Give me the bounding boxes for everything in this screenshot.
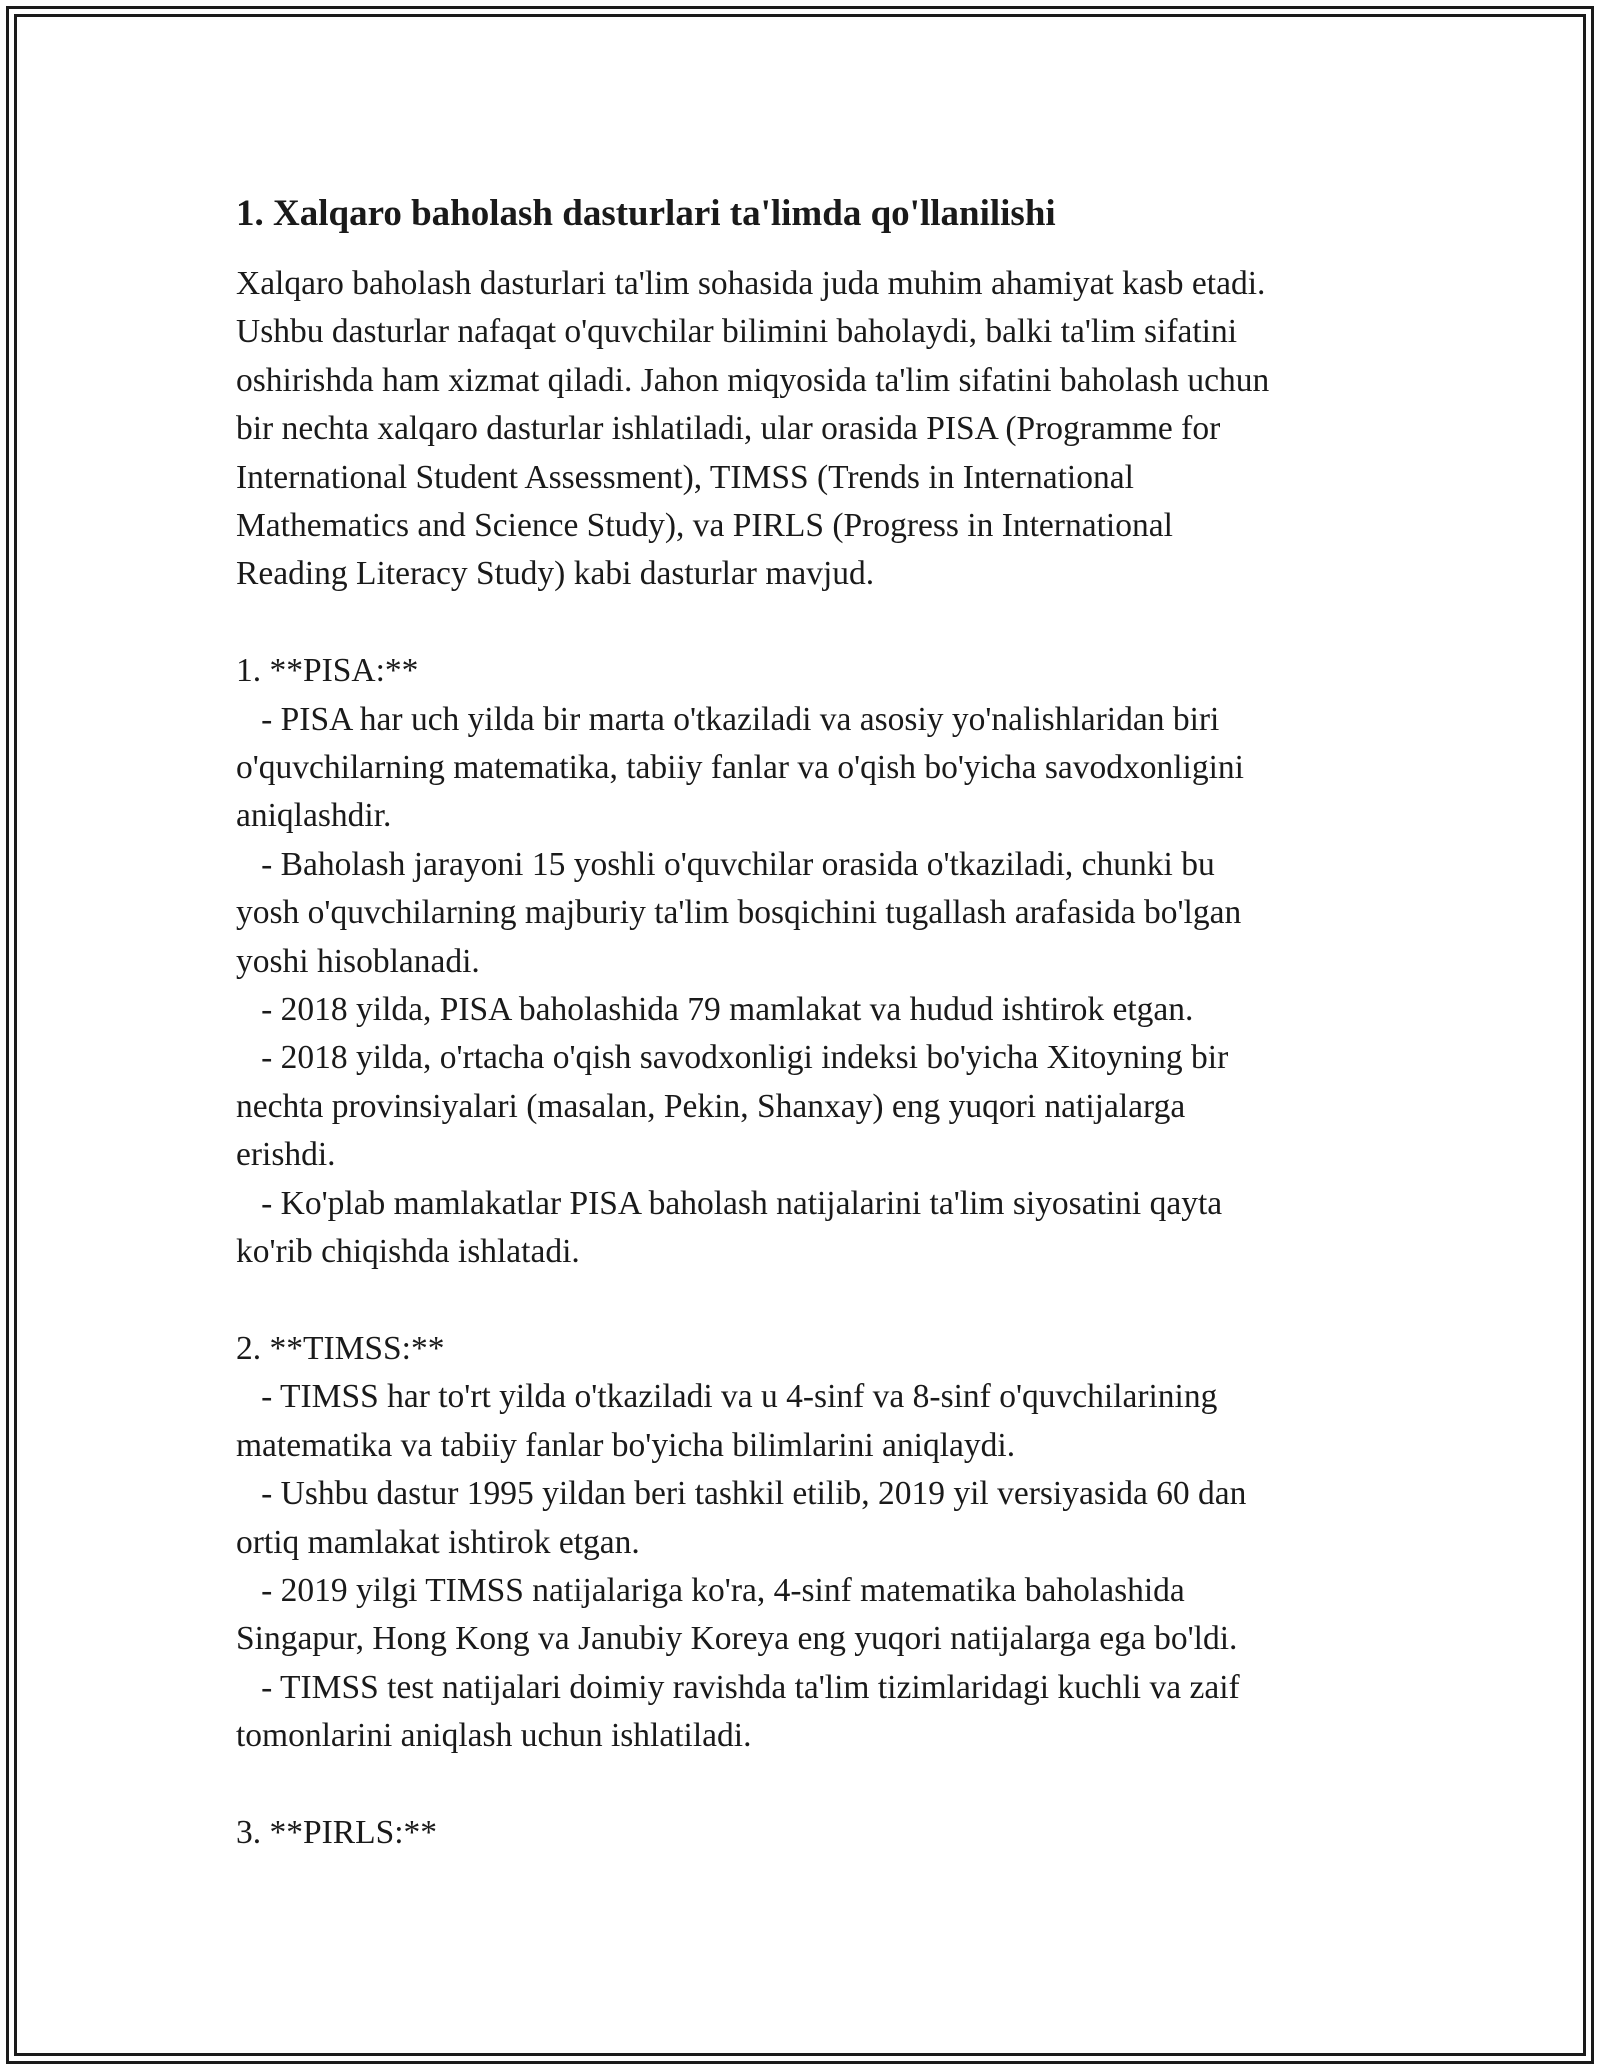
document-content (236, 190, 1386, 1857)
body-line: - Ushbu dastur 1995 yildan beri tashkil etilib, 2019 yil versiyasida 60 dan (236, 1475, 1247, 1513)
body-line: ko'rib chiqishda ishlatadi. (236, 1233, 580, 1271)
body-line: yoshi hisoblanadi. (236, 942, 480, 980)
body-line: Singapur, Hong Kong va Janubiy Koreya eng yuqori natijalarga ega bo'ldi. (236, 1620, 1238, 1658)
body-line: Xalqaro baholash dasturlari ta'lim sohasida juda muhim ahamiyat kasb etadi. (236, 265, 1266, 302)
body-line: 1. **PISA:** (236, 652, 419, 690)
body-line: - Baholash jarayoni 15 yoshli o'quvchilar orasida o'tkaziladi, chunki bu (236, 845, 1215, 883)
body-line: - TIMSS har to'rt yilda o'tkaziladi va u 4-sinf va 8-sinf o'quvchilarining (236, 1378, 1218, 1416)
body-line: - 2018 yilda, o'rtacha o'qish savodxonligi indeksi bo'yicha Xitoyning bir (236, 1039, 1229, 1077)
body-line: erishdi. (236, 1136, 336, 1174)
body-text (236, 260, 1386, 1857)
body-line: aniqlashdir. (236, 797, 392, 835)
body-line: matematika va tabiiy fanlar bo'yicha bilimlarini aniqlaydi. (236, 1426, 1016, 1464)
body-line: Reading Literacy Study) kabi dasturlar mavjud. (236, 555, 875, 593)
body-line (236, 1277, 1386, 1325)
body-line (236, 599, 1386, 647)
body-line: Ushbu dasturlar nafaqat o'quvchilar bilimini baholaydi, balki ta'lim sifatini (236, 313, 1238, 351)
body-line: - TIMSS test natijalari doimiy ravishda ta'lim tizimlaridagi kuchli va zaif (236, 1668, 1240, 1706)
body-line: ortiq mamlakat ishtirok etgan. (236, 1523, 640, 1561)
body-line: - 2019 yilgi TIMSS natijalariga ko'ra, 4-sinf matematika baholashida (236, 1571, 1185, 1609)
body-line: - 2018 yilda, PISA baholashida 79 mamlakat va hudud ishtirok etgan. (236, 991, 1194, 1029)
section-heading: 1. Xalqaro baholash dasturlari ta'limda qo'llanilishi (236, 193, 1056, 234)
body-line: - PISA har uch yilda bir marta o'tkaziladi va asosiy yo'nalishlaridan biri (236, 700, 1220, 738)
body-line: International Student Assessment), TIMSS (Trends in International (236, 458, 1134, 496)
body-line: yosh o'quvchilarning majburiy ta'lim bosqichini tugallash arafasida bo'lgan (236, 894, 1242, 932)
body-line: Mathematics and Science Study), va PIRLS (Progress in International (236, 507, 1173, 545)
body-line: 2. **TIMSS:** (236, 1329, 445, 1367)
body-line (236, 1761, 1386, 1809)
body-line: - Ko'plab mamlakatlar PISA baholash natijalarini ta'lim siyosatini qayta (236, 1184, 1223, 1222)
body-line: bir nechta xalqaro dasturlar ishlatiladi, ular orasida PISA (Programme for (236, 410, 1221, 448)
body-line: o'quvchilarning matematika, tabiiy fanlar va o'qish bo'yicha savodxonligini (236, 749, 1244, 787)
body-line: 3. **PIRLS:** (236, 1813, 438, 1851)
body-line: oshirishda ham xizmat qiladi. Jahon miqyosida ta'lim sifatini baholash uchun (236, 361, 1270, 399)
body-line: nechta provinsiyalari (masalan, Pekin, Shanxay) eng yuqori natijalarga (236, 1087, 1186, 1125)
body-line: tomonlarini aniqlash uchun ishlatiladi. (236, 1717, 752, 1755)
